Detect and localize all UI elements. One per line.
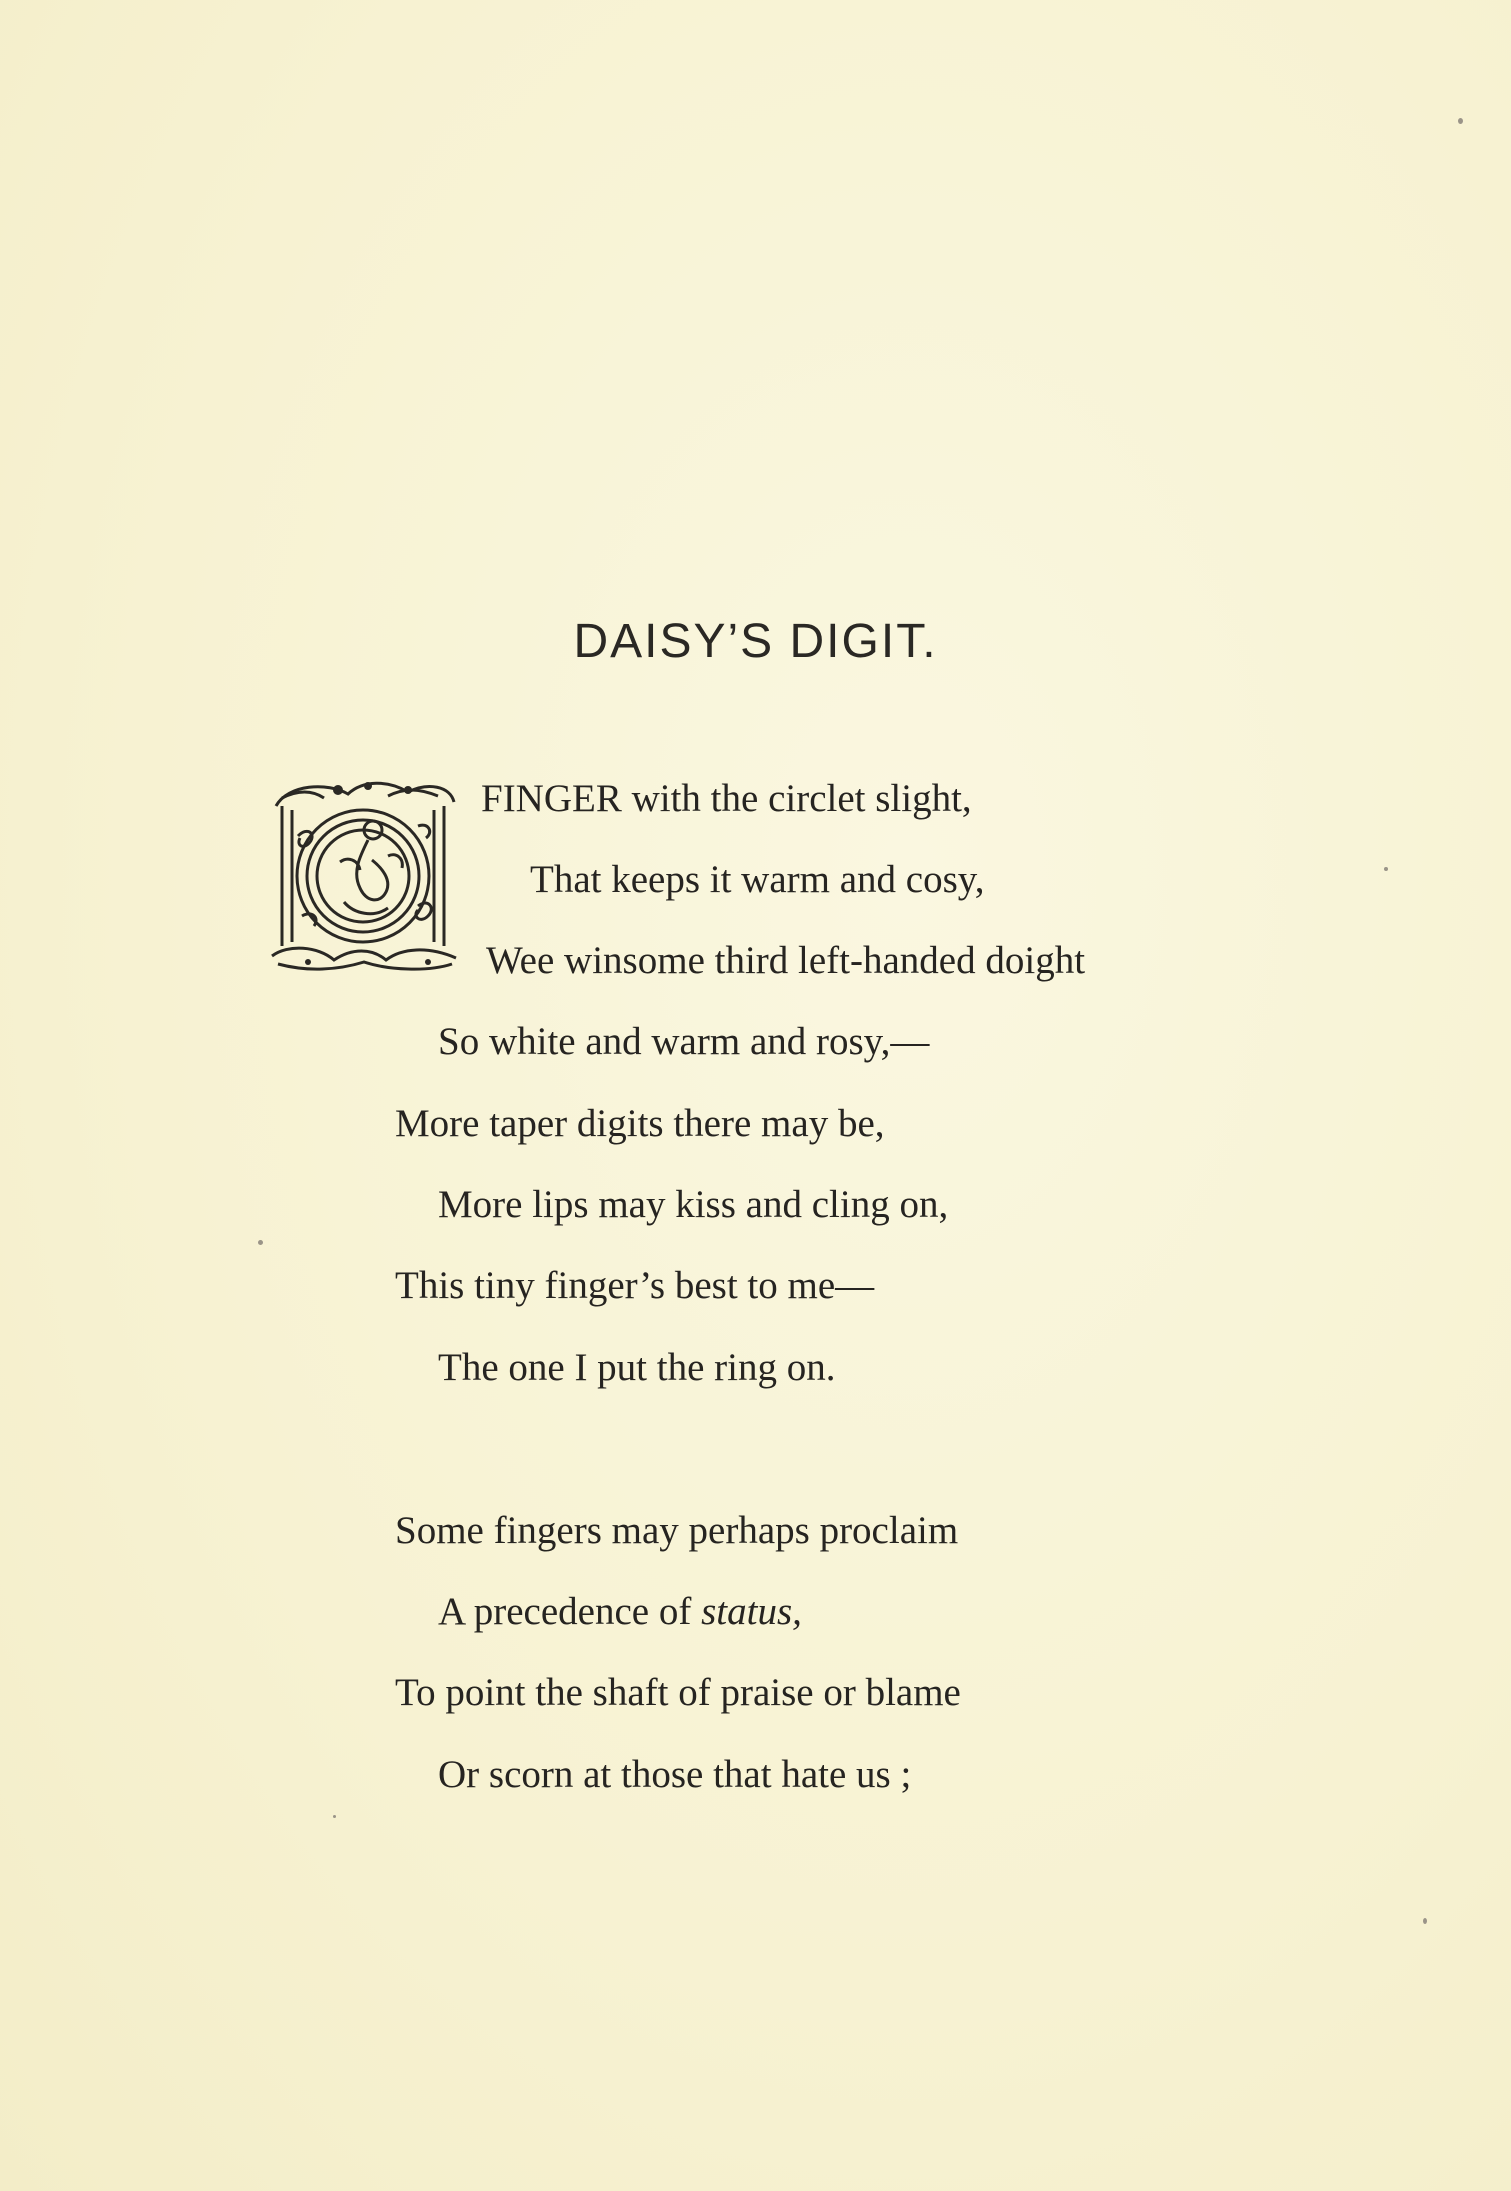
poem-line: To point the shaft of praise or blame xyxy=(395,1671,961,1714)
poem-line: Or scorn at those that hate us ; xyxy=(438,1753,912,1796)
poem-line: The one I put the ring on. xyxy=(438,1346,836,1389)
poem-line xyxy=(438,1592,802,1631)
poem-line: FINGER with the circlet slight, xyxy=(481,777,972,820)
poem-line: More lips may kiss and cling on, xyxy=(438,1183,949,1226)
emphasized-word: status, xyxy=(701,1590,802,1633)
ornamental-drop-cap-icon xyxy=(268,776,460,974)
poem-line: So white and warm and rosy,— xyxy=(438,1020,930,1063)
paper-speck xyxy=(258,1240,263,1245)
poem-line: That keeps it warm and cosy, xyxy=(530,858,985,901)
poem-line: This tiny finger’s best to me— xyxy=(395,1264,875,1307)
paper-speck xyxy=(1423,1918,1427,1924)
poem-title: DAISY’S DIGIT. xyxy=(573,615,938,668)
poem-line: Some fingers may perhaps proclaim xyxy=(395,1509,959,1552)
poem-line: More taper digits there may be, xyxy=(395,1102,885,1145)
poem-line-text: A precedence of xyxy=(438,1590,702,1633)
paper-speck xyxy=(1458,118,1463,124)
paper-speck xyxy=(333,1815,336,1818)
paper-speck xyxy=(1384,867,1388,871)
poem-line: Wee winsome third left-handed doight xyxy=(486,939,1086,982)
